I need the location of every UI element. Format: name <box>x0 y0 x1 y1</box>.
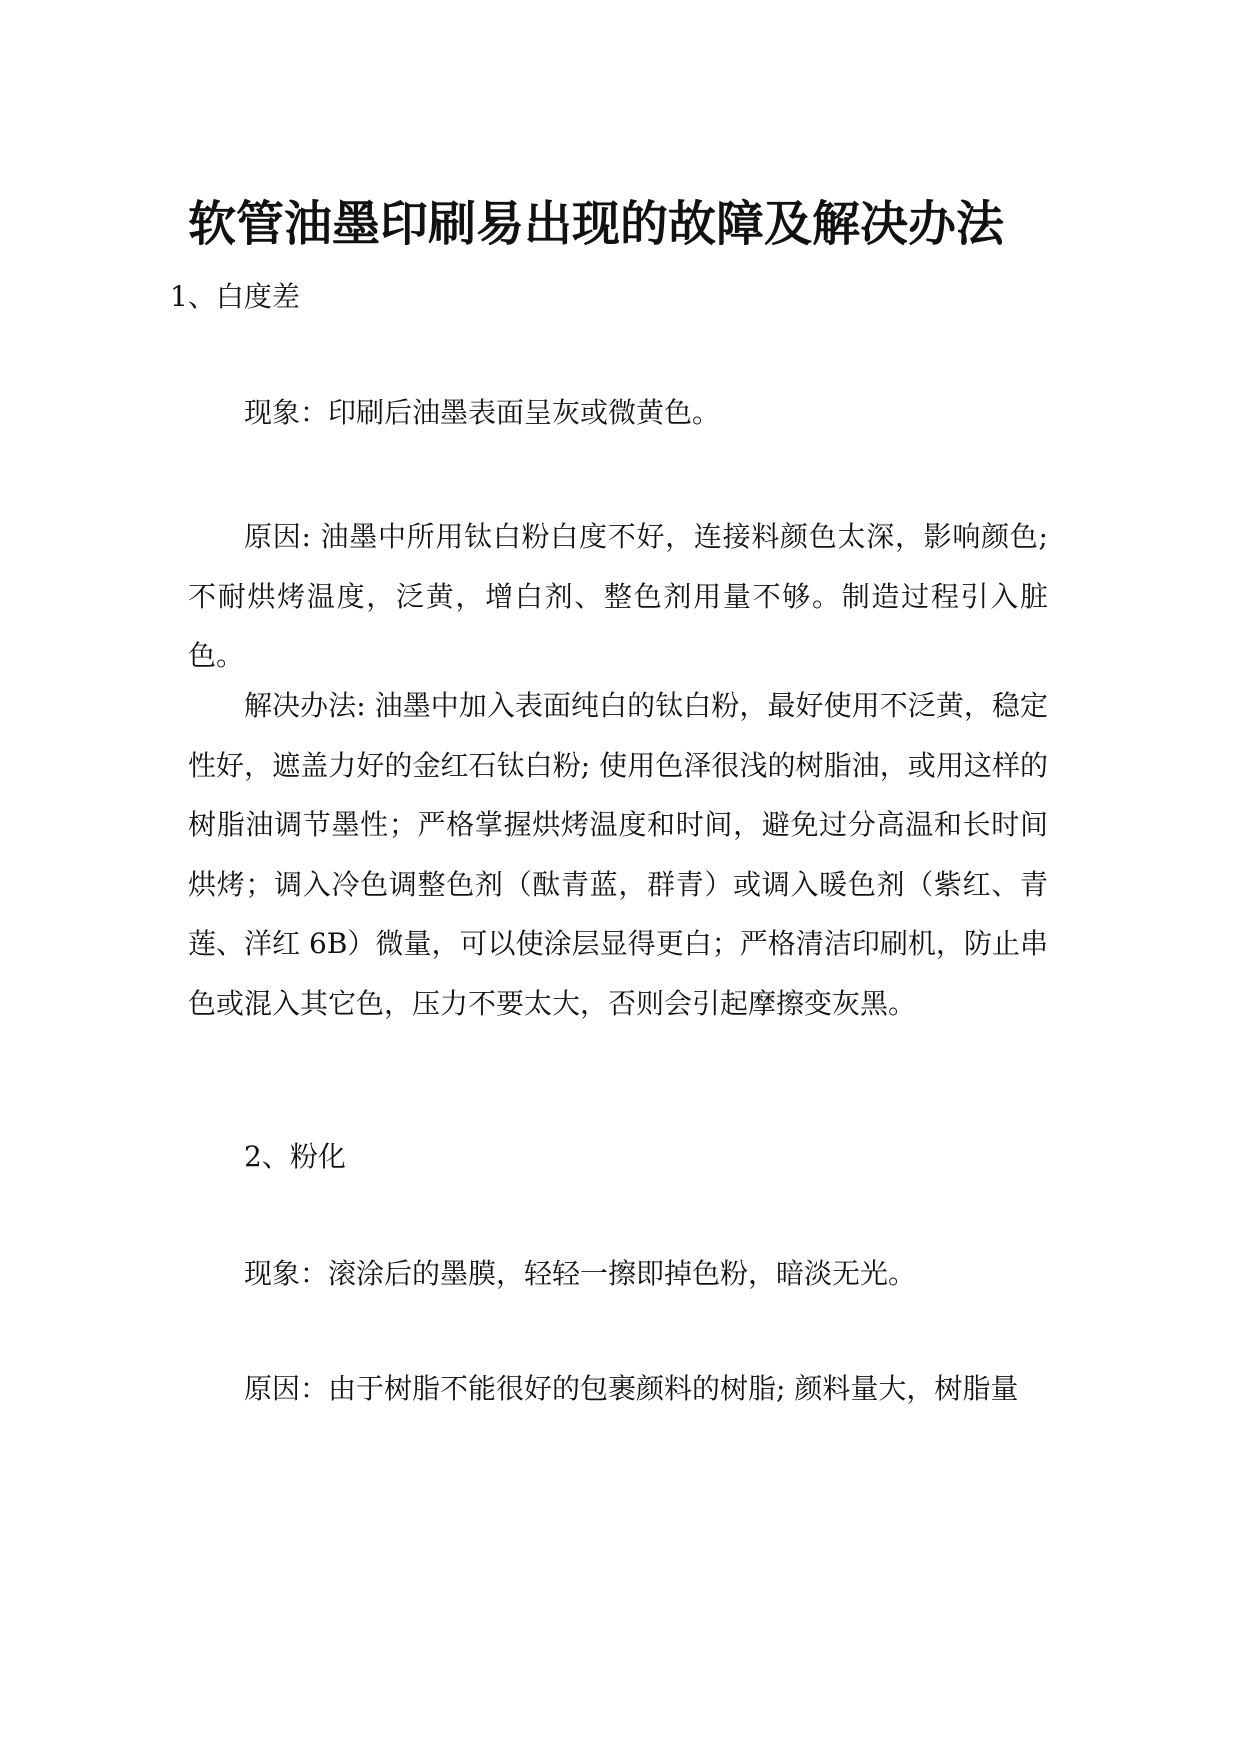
section-1-cause: 原因: 油墨中所用钛白粉白度不好，连接料颜色太深，影响颜色; 不耐烘烤温度，泛黄，增白剂、整色剂用量不够。制造过程引入脏色。 <box>188 520 1048 672</box>
section-2-cause: 原因：由于树脂不能很好的包裹颜料的树脂; 颜料量大，树脂量 <box>244 1372 1019 1405</box>
section-2-phenomenon: 现象：滚涂后的墨膜，轻轻一擦即掉色粉，暗淡无光。 <box>244 1257 917 1290</box>
section-1-heading: 1、白度差 <box>170 280 300 313</box>
section-1-phenomenon: 现象：印刷后油墨表面呈灰或微黄色。 <box>244 396 721 429</box>
section-2-heading: 2、粉化 <box>244 1140 346 1173</box>
section-1-solution: 解决办法: 油墨中加入表面纯白的钛白粉，最好使用不泛黄，稳定性好，遮盖力好的金红石钛白粉; 使用色泽很浅的树脂油，或用这样的树脂油调节墨性；严格掌握烘烤温度和时间，避免过分高温和长时间烘烤；调入冷色调整色剂（酞青蓝，群青）或调入暖色剂（紫红、青莲、洋红 6B）微量，可以使涂层显得更白；严格清洁印刷机，防止串色或混入其它色，压力不要太大，否则会引起摩擦变灰黑。 <box>188 689 1048 1020</box>
document-title: 软管油墨印刷易出现的故障及解决办法 <box>188 196 1005 252</box>
